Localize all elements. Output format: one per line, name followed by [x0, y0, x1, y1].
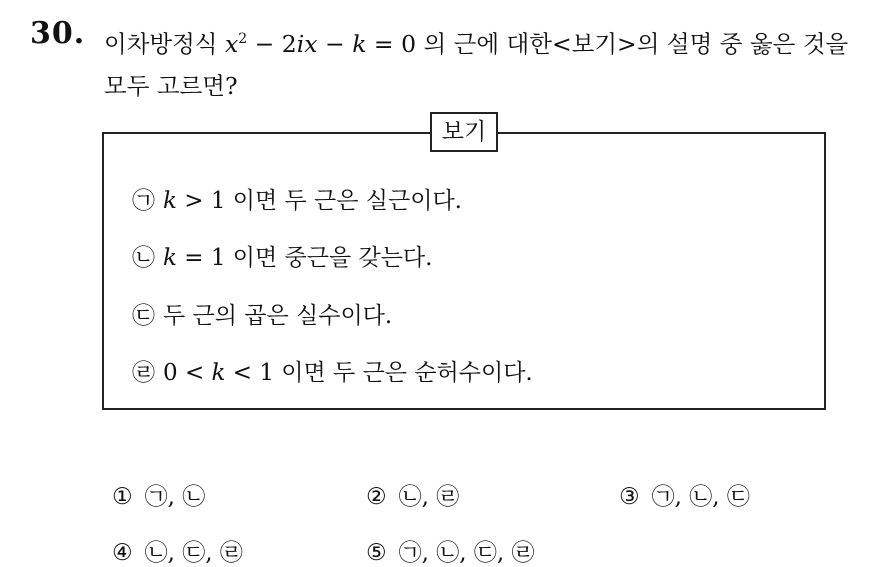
question-suffix: 의 근에 대한<보기>의 설명 중 옳은 것을 모두 고르면? [104, 30, 849, 100]
statement-4 [132, 354, 533, 387]
choice-3[interactable] [619, 478, 750, 511]
statement-text: < 1 이면 두 근은 순허수이다. [225, 360, 533, 386]
eq-ix: ix [296, 30, 318, 58]
choice-text: ㉠, ㉡ [144, 484, 206, 510]
statement-3 [132, 297, 392, 330]
choice-number: ① [112, 484, 133, 510]
statement-2 [132, 239, 432, 272]
question-text [104, 18, 874, 107]
statement-mark: ㉣ [132, 360, 155, 386]
choice-number: ② [366, 484, 387, 510]
statement-text: 두 근의 곱은 실수이다. [163, 303, 393, 329]
statement-text: = 1 이면 중근을 갖는다. [176, 245, 433, 271]
question-prefix: 이차방정식 [104, 30, 225, 58]
eq-x: x [224, 30, 239, 58]
choice-2[interactable] [366, 478, 459, 511]
eq-k: k [352, 30, 367, 58]
statement-text: > 1 이면 두 근은 실근이다. [176, 188, 462, 214]
choice-5[interactable] [366, 534, 535, 567]
statement-mark: ㉠ [132, 188, 155, 214]
statement-mark: ㉢ [132, 303, 155, 329]
choice-4[interactable] [112, 534, 243, 567]
statement-pre: 0 < [163, 360, 212, 386]
statement-1 [132, 182, 462, 215]
choice-number: ⑤ [366, 540, 387, 566]
statement-mark: ㉡ [132, 245, 155, 271]
statement-math: k [163, 188, 177, 214]
bogi-title: 보기 [430, 112, 498, 152]
eq-end: = 0 [366, 30, 417, 58]
choice-text: ㉡, ㉢, ㉣ [144, 540, 243, 566]
statement-math: k [211, 360, 226, 386]
question-number: 30. [30, 16, 86, 51]
choice-text: ㉠, ㉡, ㉢ [651, 484, 750, 510]
eq-mid2: − [317, 30, 353, 58]
statement-math: k [163, 245, 177, 271]
choice-text: ㉡, ㉣ [398, 484, 460, 510]
eq-exponent: 2 [238, 31, 248, 47]
choice-number: ③ [619, 484, 640, 510]
choice-text: ㉠, ㉡, ㉢, ㉣ [398, 540, 535, 566]
choice-1[interactable] [112, 478, 205, 511]
eq-mid1: − 2 [247, 30, 297, 58]
choice-number: ④ [112, 540, 133, 566]
